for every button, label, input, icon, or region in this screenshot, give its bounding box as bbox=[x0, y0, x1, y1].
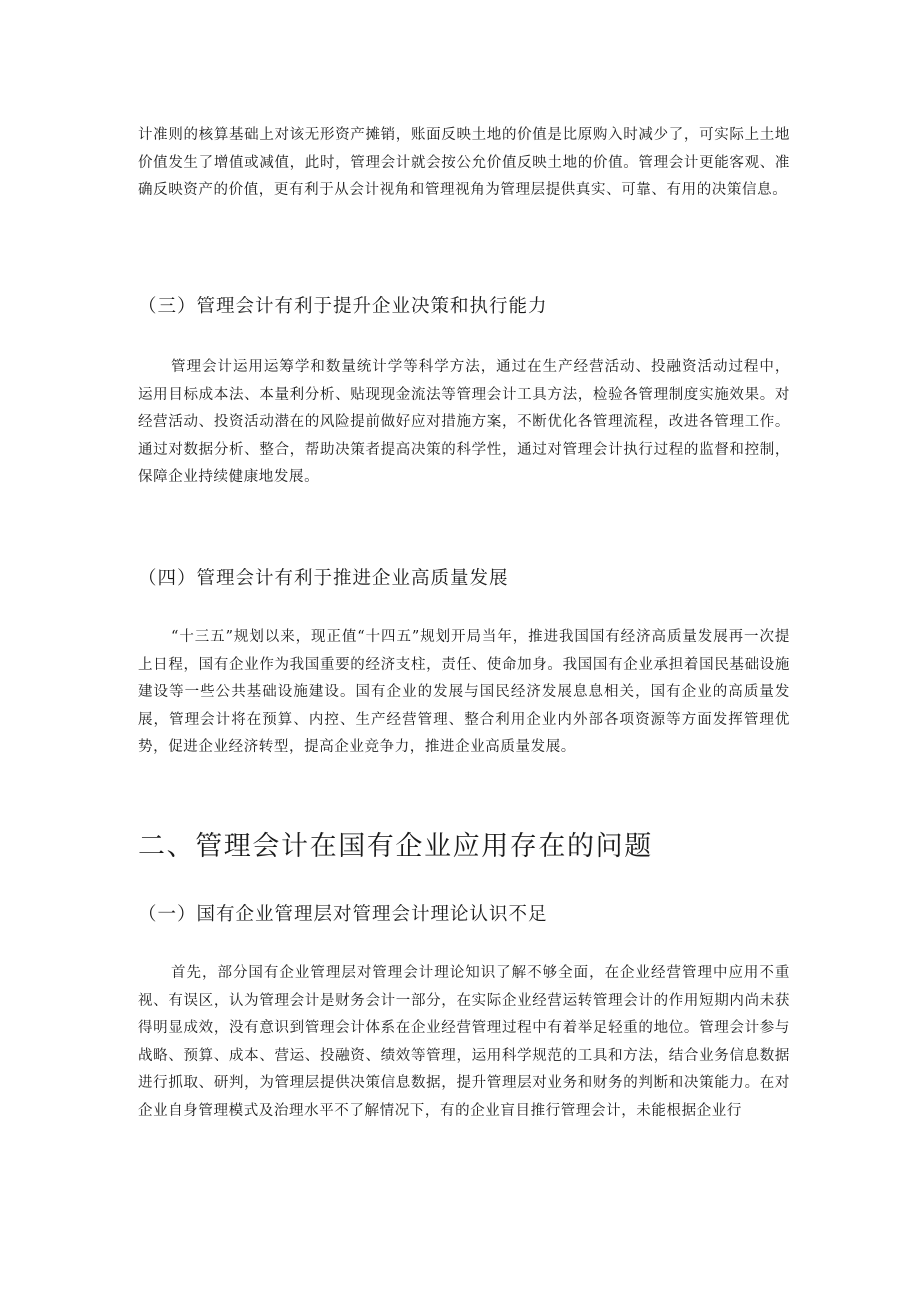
heading-high-quality-development: （四）管理会计有利于推进企业高质量发展 bbox=[138, 568, 509, 589]
heading-decision-execution: （三）管理会计有利于提升企业决策和执行能力 bbox=[138, 296, 548, 317]
section-title-problems: 二、管理会计在国有企业应用存在的问题 bbox=[138, 831, 653, 862]
heading-insufficient-understanding: （一）国有企业管理层对管理会计理论认识不足 bbox=[138, 904, 548, 925]
paragraph-decision-execution: 管理会计运用运筹学和数量统计学等科学方法，通过在生产经营活动、投融资活动过程中，运用目标成本法、本量利分析、贴现现金流法等管理会计工具方法，检验各管理制度实施效果。对经营活动、投资活动潜在的风险提前做好应对措施方案，不断优化各管理流程，改进各管理工作。通过对数据分析、整合，帮助决策者提高决策的科学性，通过对管理会计执行过程的监督和控制，保障企业持续健康地发展。 bbox=[138, 359, 790, 486]
paragraph-high-quality-development: “十三五”规划以来，现正值“十四五”规划开局当年，推进我国国有经济高质量发展再一次提上日程，国有企业作为我国重要的经济支柱，责任、使命加身。我国国有企业承担着国民基础设施建设等一些公共基础设施建设。国有企业的发展与国民经济发展息息相关，国有企业的高质量发展，管理会计将在预算、内控、生产经营管理、整合利用企业内外部各项资源等方面发挥管理优势，促进企业经济转型，提高企业竞争力，推进企业高质量发展。 bbox=[138, 629, 790, 756]
paragraph-insufficient-understanding: 首先，部分国有企业管理层对管理会计理论知识了解不够全面，在企业经营管理中应用不重视、有误区，认为管理会计是财务会计一部分，在实际企业经营运转管理会计的作用短期内尚未获得明显成效，没有意识到管理会计体系在企业经营管理过程中有着举足轻重的地位。管理会计参与战略、预算、成本、营运、投融资、绩效等管理，运用科学规范的工具和方法，结合业务信息数据进行抓取、研判，为管理层提供决策信息数据，提升管理层对业务和财务的判断和决策能力。在对企业自身管理模式及治理水平不了解情况下，有的企业盲目推行管理会计，未能根据企业行 bbox=[138, 965, 790, 1119]
paragraph-land-value: 计准则的核算基础上对该无形资产摊销，账面反映土地的价值是比原购入时减少了，可实际上土地价值发生了增值或减值，此时，管理会计就会按公允价值反映土地的价值。管理会计更能客观、准确反映资产的价值，更有利于从会计视角和管理视角为管理层提供真实、可靠、有用的决策信息。 bbox=[138, 127, 790, 199]
